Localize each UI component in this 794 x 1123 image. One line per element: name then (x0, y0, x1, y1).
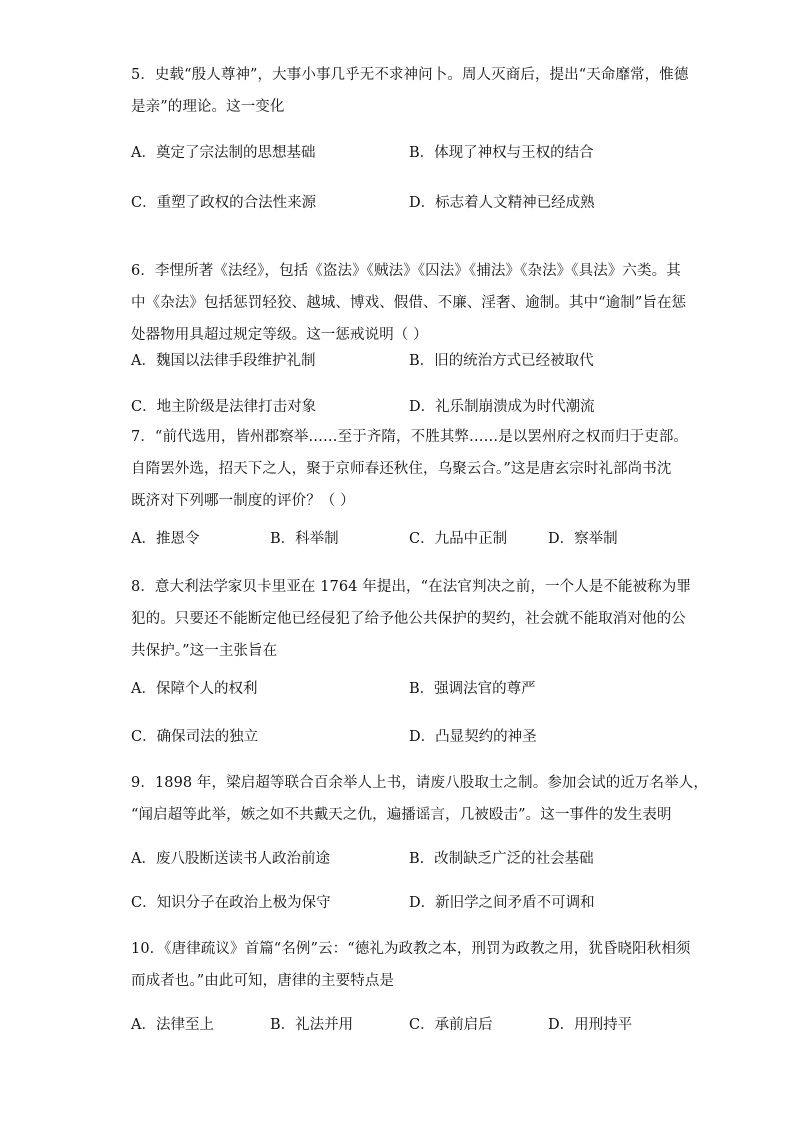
stem-line: 是亲”的理论。这一变化 (131, 99, 285, 115)
question-10 (131, 933, 691, 1037)
stem-line: 7．“前代选用，皆州郡察举……至于齐隋，不胜其弊……是以罢州府之权而归于吏部。 (131, 429, 689, 445)
question-stem (131, 933, 691, 997)
option-c[interactable]: C．九品中正制 (409, 531, 508, 547)
options-group (131, 831, 666, 921)
options-group (131, 667, 666, 757)
option-c[interactable]: C．确保司法的独立 (131, 729, 259, 745)
option-b[interactable]: B．礼法并用 (270, 1017, 354, 1033)
option-a[interactable]: A．魏国以法律手段维护礼制 (131, 353, 316, 369)
stem-line: 处器物用具超过规定等级。这一惩戒说明（ ） (131, 327, 428, 343)
stem-line: 自隋罢外选，招天下之人，聚于京师春还秋住，乌聚云合。”这是唐玄宗时礼部尚书沈 (131, 461, 672, 477)
question-stem (131, 59, 689, 123)
option-a[interactable]: A．保障个人的权利 (131, 681, 258, 697)
stem-line: 中《杂法》包括惩罚轻狡、越城、博戏、假借、不廉、淫奢、逾制。其中“逾制”旨在惩 (131, 295, 687, 311)
question-stem (131, 767, 708, 831)
question-6 (131, 255, 687, 441)
stem-line: 10．《唐律疏议》首篇“名例”云：“德礼为政教之本，刑罚为政教之用，犹昏晓阳秋相须 (131, 941, 691, 957)
stem-line: 犯的。只要还不能断定他已经侵犯了给予他公共保护的契约，社会就不能取消对他的公 (131, 611, 686, 627)
option-b[interactable]: B．科举制 (270, 531, 339, 547)
option-b[interactable]: B．改制缺乏广泛的社会基础 (409, 851, 594, 867)
option-d[interactable]: D．用刑持平 (548, 1017, 633, 1033)
stem-line: “闻启超等此举，嫉之如不共戴天之仇，遍播谣言，几被殴击”。这一事件的发生表明 (131, 807, 672, 823)
stem-line: 共保护。”这一主张旨在 (131, 643, 278, 659)
option-d[interactable]: D．标志着人文精神已经成熟 (409, 195, 595, 211)
question-stem (131, 255, 687, 351)
stem-line: 而成者也。”由此可知，唐律的主要特点是 (131, 973, 395, 989)
question-9 (131, 767, 708, 921)
question-5 (131, 59, 689, 213)
options-group (131, 997, 666, 1037)
options-group (131, 517, 666, 557)
option-d[interactable]: D．凸显契约的神圣 (409, 729, 537, 745)
stem-line: 8．意大利法学家贝卡里亚在 1764 年提出，“在法官判决之前，一个人是不能被称为罪 (131, 579, 691, 595)
stem-line: 9．1898 年，梁启超等联合百余举人上书，请废八股取士之制。参加会试的近万名举人， (131, 775, 708, 791)
question-stem (131, 571, 691, 667)
option-a[interactable]: A．推恩令 (131, 531, 200, 547)
option-d[interactable]: D．礼乐制崩溃成为时代潮流 (409, 399, 595, 415)
question-7 (131, 421, 689, 557)
question-8 (131, 571, 691, 757)
option-c[interactable]: C．重塑了政权的合法性来源 (131, 195, 317, 211)
stem-line: 6．李悝所著《法经》，包括《盗法》《贼法》《囚法》《捕法》《杂法》《具法》六类。其 (131, 263, 681, 279)
stem-line: 5．史载“殷人尊神”，大事小事几乎无不求神问卜。周人灭商后，提出“天命靡常，惟德 (131, 67, 689, 83)
option-d[interactable]: D．察举制 (548, 531, 618, 547)
option-b[interactable]: B．强调法官的尊严 (409, 681, 536, 697)
option-c[interactable]: C．承前启后 (409, 1017, 493, 1033)
option-a[interactable]: A．法律至上 (131, 1017, 214, 1033)
question-stem (131, 421, 689, 517)
option-b[interactable]: B．旧的统治方式已经被取代 (409, 353, 594, 369)
option-b[interactable]: B．体现了神权与王权的结合 (409, 145, 594, 161)
option-c[interactable]: C．地主阶级是法律打击对象 (131, 399, 317, 415)
option-a[interactable]: A．废八股断送读书人政治前途 (131, 851, 330, 867)
stem-line: 既济对下列哪一制度的评价？（ ） (131, 493, 355, 509)
option-c[interactable]: C．知识分子在政治上极为保守 (131, 895, 331, 911)
option-a[interactable]: A．奠定了宗法制的思想基础 (131, 145, 316, 161)
options-group (131, 123, 666, 213)
option-d[interactable]: D．新旧学之间矛盾不可调和 (409, 895, 595, 911)
